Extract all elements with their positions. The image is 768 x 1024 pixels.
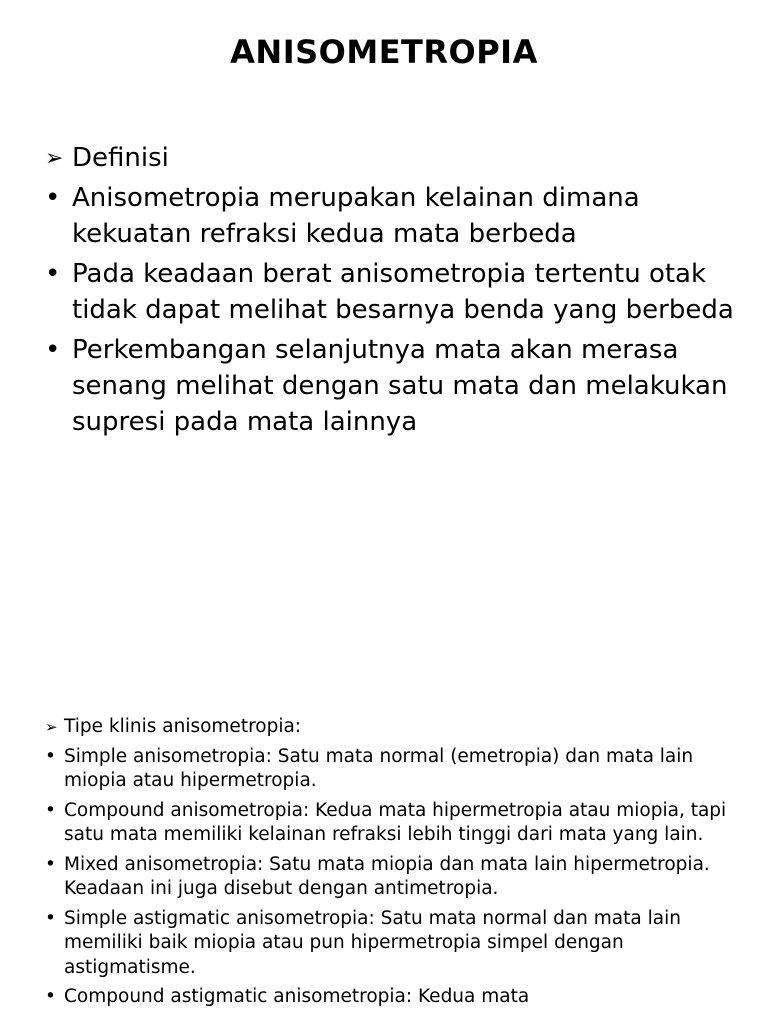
list-item-text: Perkembangan selanjutnya mata akan merasa senang melihat dengan satu mata dan melakukan supresi pada mata lainnya <box>72 335 728 437</box>
bullet-icon: • <box>45 853 56 875</box>
definition-list <box>45 140 745 444</box>
list-item <box>45 907 745 981</box>
list-item-text: Compound anisometropia: Kedua mata hipermetropia atau miopia, tapi satu mata memiliki kelainan refraksi lebih tinggi dari mata yang lain. <box>64 799 727 845</box>
section-heading-tipe-klinis <box>45 715 745 740</box>
bullet-icon: • <box>45 183 61 213</box>
list-item-text: Pada keadaan berat anisometropia tertentu otak tidak dapat melihat besarnya benda yang berbeda <box>72 259 734 325</box>
list-item-text: Anisometropia merupakan kelainan dimana kekuatan refraksi kedua mata berbeda <box>72 183 640 249</box>
list-item-text: Simple astigmatic anisometropia: Satu mata normal dan mata lain memiliki baik miopia atau pun hipermetropia simpel dengan astigmatisme. <box>64 907 681 978</box>
arrow-bullet-icon: ➢ <box>45 146 64 171</box>
list-item <box>45 799 745 848</box>
bullet-icon: • <box>45 745 56 767</box>
bullet-icon: • <box>45 799 56 821</box>
bullet-icon: • <box>45 986 56 1007</box>
bullet-icon: • <box>45 907 56 929</box>
list-item <box>45 332 745 440</box>
heading-text: Tipe klinis anisometropia: <box>64 716 302 737</box>
slide-title: ANISOMETROPIA <box>230 33 538 71</box>
section-heading-definisi <box>45 140 745 176</box>
arrow-bullet-icon: ➢ <box>45 718 58 736</box>
bullet-icon: • <box>45 259 61 289</box>
list-item <box>45 853 745 902</box>
list-item-text: Simple anisometropia: Satu mata normal (emetropia) dan mata lain miopia atau hipermetropia. <box>64 745 694 791</box>
list-item <box>45 256 745 328</box>
list-item-text: Compound astigmatic anisometropia: Kedua mata <box>64 986 530 1007</box>
bullet-icon: • <box>45 335 61 365</box>
heading-text: Definisi <box>72 143 169 173</box>
clinical-types-list <box>45 715 745 1015</box>
list-item <box>45 180 745 252</box>
slide-clinical-types <box>0 700 768 1024</box>
list-item <box>45 745 745 794</box>
list-item <box>45 985 745 1010</box>
list-item-text: Mixed anisometropia: Satu mata miopia dan mata lain hipermetropia. Keadaan ini juga disebut dengan antimetropia. <box>64 853 710 899</box>
